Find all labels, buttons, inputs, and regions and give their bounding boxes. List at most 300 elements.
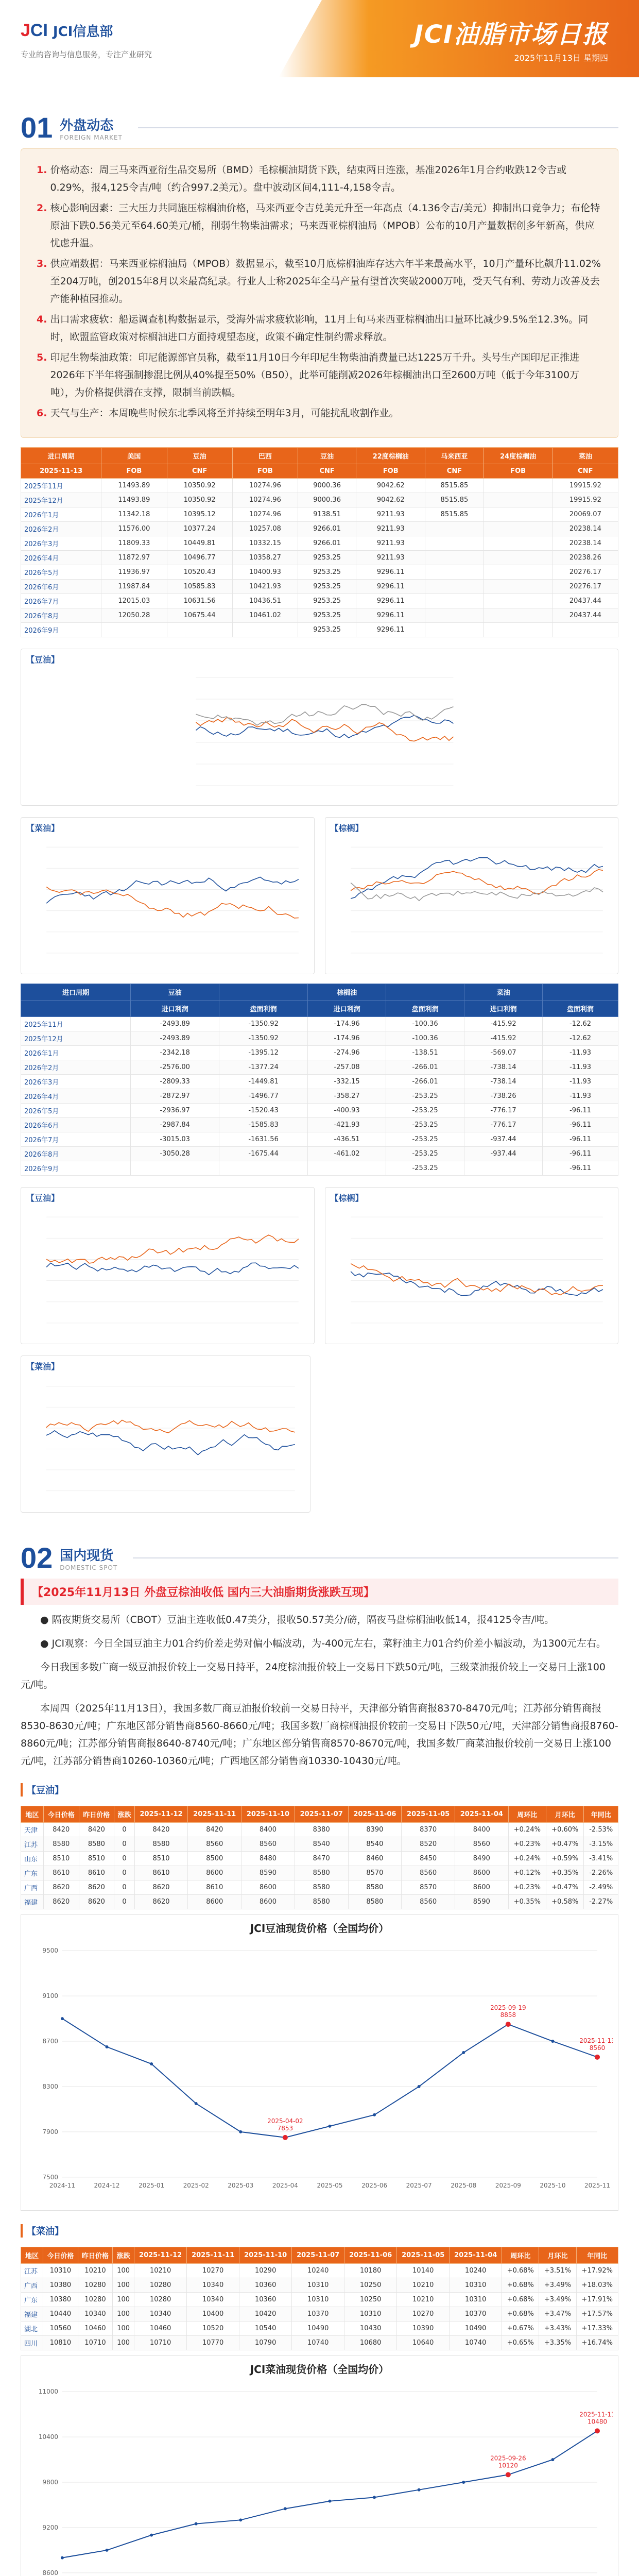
table-cell: +0.12%	[508, 1866, 546, 1880]
annotation-label: 2025-09-26	[490, 2454, 526, 2462]
table-cell: 8420	[188, 1823, 241, 1837]
table-row	[21, 594, 618, 608]
annotation-label: 7853	[277, 2124, 293, 2132]
table-cell: 20276.17	[552, 565, 618, 580]
table-row	[21, 1075, 618, 1089]
table-cell: 9296.11	[356, 565, 425, 580]
table-header-cell: 2025-11-05	[397, 2247, 450, 2264]
table-cell: 2026年4月	[21, 1089, 131, 1104]
table-cell: -1585.83	[219, 1118, 308, 1132]
table-cell: +3.43%	[539, 2321, 576, 2336]
y-tick-label: 9800	[42, 2479, 58, 2486]
series-line	[46, 887, 299, 918]
table-cell: -174.96	[308, 1031, 386, 1046]
table-cell	[131, 1161, 219, 1176]
news-text: 核心影响因素：三大压力共同施压棕榈油价格，马来西亚令吉兑美元升至一年高点（4.136令吉/美元）抑制出口竞争力；布伦特原油下跌0.56美元至64.60美元/桶，削弱生物柴油需求；马来西亚棕榈油局（MPOB）公布的10月产量数据创多年新高，供应忧虑升温。	[50, 202, 600, 249]
table-cell: 9000.36	[298, 479, 356, 493]
table-cell: 8620	[134, 1895, 188, 1909]
table-row	[21, 1895, 618, 1909]
body-paragraph: 今日我国多数广商一级豆油报价较上一交易日持平，24度棕油报价较上一交易日下跌50元/吨，三级菜油报价较上一交易日上涨100元/吨。	[21, 1662, 606, 1690]
table-cell: 10680	[344, 2336, 397, 2350]
series-line	[46, 1420, 295, 1433]
body-paragraph: ● 隔夜期货交易所（CBOT）豆油主连收低0.47美分，报收50.57美分/磅，隔夜马盘棕榈油收低14，报4125令吉/吨。	[40, 1614, 555, 1625]
table-cell	[483, 580, 552, 594]
table-cell: 8400	[241, 1823, 295, 1837]
table-subheader-cell: 进口利润	[464, 1001, 543, 1017]
table-cell: -2493.89	[131, 1031, 219, 1046]
table-cell: 10540	[239, 2321, 292, 2336]
table-cell: 9253.25	[298, 551, 356, 565]
x-tick-label: 2025-09	[495, 2181, 521, 2189]
data-point	[284, 2507, 287, 2510]
table-cell: 8500	[188, 1852, 241, 1866]
table-header-cell: 马来西亚	[425, 448, 483, 464]
series-line	[62, 2431, 597, 2557]
table-cell: 10240	[292, 2264, 344, 2278]
table-cell: 8620	[79, 1895, 114, 1909]
table-cell: 2026年5月	[21, 565, 101, 580]
table-cell: 8515.85	[425, 479, 483, 493]
table-cell: 10257.08	[232, 522, 298, 536]
table-cell: 2025年12月	[21, 493, 101, 507]
news-number: 3.	[37, 258, 47, 269]
table-cell: 19915.92	[552, 479, 618, 493]
table-cell: -274.96	[308, 1046, 386, 1060]
table-cell: -96.11	[543, 1118, 618, 1132]
table-cell: 10421.93	[232, 580, 298, 594]
data-point	[328, 2500, 331, 2503]
table-cell: 2025年11月	[21, 479, 101, 493]
table-cell	[425, 551, 483, 565]
brand-slogan: 专业的咨询与信息服务，专注产业研究	[21, 50, 152, 59]
y-tick-label: 7500	[42, 2173, 58, 2181]
table-cell: 10350.92	[167, 493, 232, 507]
table-cell	[425, 608, 483, 623]
table-cell: 10280	[78, 2293, 113, 2307]
news-number: 5.	[37, 352, 47, 363]
table-header-cell: 豆油	[167, 448, 232, 464]
news-text: 天气与生产：本周晚些时候东北季风将至并持续至明年3月，可能扰乱收割作业。	[50, 408, 399, 419]
x-tick-label: 2025-01	[139, 2181, 165, 2189]
news-box	[21, 148, 618, 438]
table-cell: -1631.56	[219, 1132, 308, 1147]
table-header-cell: 2025-11-07	[292, 2247, 344, 2264]
table-cell: +0.35%	[546, 1866, 584, 1880]
table-header-cell: 周环比	[508, 1806, 546, 1823]
table-cell: 10310	[292, 2278, 344, 2293]
series-line	[351, 883, 603, 901]
table-row	[21, 2264, 618, 2278]
table-head	[21, 448, 618, 479]
news-text: 印尼生物柴油政策：印尼能源部官员称，截至11月10日今年印尼生物柴油消费量已达1225万千升。头号生产国印尼正推进2026年下半年将强制掺混比例从40%提至50%（B50），此举可能削减2026年棕榈油出口至2600万吨（低于今年3100万吨），为价格提供潜在支撑，限制当前跌幅。	[50, 352, 580, 398]
table-subheader-cell: CNF	[552, 464, 618, 479]
data-point	[239, 2130, 242, 2133]
table-cell: 10310	[450, 2293, 502, 2307]
table-cell: +0.23%	[508, 1880, 546, 1895]
table-cell: 10640	[397, 2336, 450, 2350]
table-cell: 10340	[134, 2307, 187, 2321]
table-cell: 9211.93	[356, 551, 425, 565]
table-cell: -1496.77	[219, 1089, 308, 1104]
table-cell: 10400	[187, 2307, 239, 2321]
series-line	[351, 870, 603, 894]
table-cell: 8570	[348, 1866, 402, 1880]
table-cell: 10350.92	[167, 479, 232, 493]
news-number: 2.	[37, 202, 47, 214]
table-subheader-cell: FOB	[356, 464, 425, 479]
data-point	[418, 2085, 421, 2088]
series-line	[46, 1235, 299, 1263]
table-cell: -332.15	[308, 1075, 386, 1089]
news-item	[37, 311, 602, 346]
table-cell: -2809.33	[131, 1075, 219, 1089]
table-head	[21, 2247, 618, 2264]
table-cell: 11576.00	[101, 522, 167, 536]
table-cell: 10585.83	[167, 580, 232, 594]
table-cell: -3015.03	[131, 1132, 219, 1147]
table-cell: 10274.96	[232, 507, 298, 522]
table-header-cell	[543, 984, 618, 1001]
table-cell: -2342.18	[131, 1046, 219, 1060]
table-cell: -738.14	[464, 1075, 543, 1089]
section-number: 01	[21, 111, 53, 144]
table-cell	[483, 565, 552, 580]
table-cell: 2026年2月	[21, 1060, 131, 1075]
table-row	[21, 522, 618, 536]
table-cell: 8600	[455, 1866, 508, 1880]
table-cell: -96.11	[543, 1161, 618, 1176]
table-header-cell	[386, 984, 464, 1001]
table-cell: 11872.97	[101, 551, 167, 565]
table-cell: 2026年4月	[21, 551, 101, 565]
table-cell	[167, 623, 232, 637]
table-row	[21, 623, 618, 637]
data-point	[462, 2481, 465, 2484]
panel-title: 【棕榈】	[330, 823, 364, 833]
table-cell: 8580	[295, 1866, 348, 1880]
table-head	[21, 984, 618, 1017]
table-cell: 20238.26	[552, 551, 618, 565]
panel-title: 【豆油】	[26, 655, 60, 665]
table-row	[21, 1147, 618, 1161]
table-cell: 8610	[134, 1866, 188, 1880]
table-row	[21, 507, 618, 522]
table-header-cell: 2025-11-04	[450, 2247, 502, 2264]
section-divider	[138, 127, 618, 128]
table-cell: 8600	[188, 1866, 241, 1880]
table-cell	[483, 479, 552, 493]
annotation-label: 2025-11-13	[579, 2037, 613, 2044]
table-cell: 10360	[239, 2293, 292, 2307]
table-cell: -2.27%	[584, 1895, 618, 1909]
table-cell: 9253.25	[298, 623, 356, 637]
table-cell: 2026年1月	[21, 1046, 131, 1060]
table-cell: 9138.51	[298, 507, 356, 522]
data-point	[462, 2051, 465, 2054]
table-cell: 8620	[79, 1880, 114, 1895]
table-cell: +17.91%	[576, 2293, 618, 2307]
news-text: 价格动态：周三马来西亚衍生品交易所（BMD）毛棕榈油期货下跌，结束两日连涨，基准2026年1月合约收跌12令吉或0.29%，报4,125令吉/吨（约合997.2美元）。盘中波动区间4,111-4,158令吉。	[50, 164, 567, 193]
y-tick-label: 8600	[42, 2569, 58, 2576]
table-cell: 2026年9月	[21, 623, 101, 637]
table-cell: -776.17	[464, 1104, 543, 1118]
table-cell: 2026年7月	[21, 594, 101, 608]
table-cell	[483, 594, 552, 608]
table-header-cell: 2025-11-04	[455, 1806, 508, 1823]
data-point	[195, 2522, 198, 2526]
table-cell: 2025年11月	[21, 1017, 131, 1031]
table-cell: -266.01	[386, 1060, 464, 1075]
table-cell: 8470	[295, 1852, 348, 1866]
table-cell: 江苏	[21, 2264, 43, 2278]
table-cell: 2026年1月	[21, 507, 101, 522]
table-cell: 9042.62	[356, 479, 425, 493]
spot-rape-table	[21, 2247, 618, 2350]
table-cell: 11809.33	[101, 536, 167, 551]
table-body	[21, 479, 618, 637]
table-cell: 8480	[241, 1852, 295, 1866]
table-cell: 8510	[43, 1852, 79, 1866]
table-cell: -253.25	[386, 1118, 464, 1132]
table-cell: +0.68%	[502, 2293, 539, 2307]
table-cell: +0.58%	[546, 1895, 584, 1909]
table-row	[21, 1837, 618, 1852]
table-cell: 10377.24	[167, 522, 232, 536]
table-cell: 10740	[292, 2336, 344, 2350]
annotation-point	[506, 2022, 511, 2027]
table-cell: -12.62	[543, 1017, 618, 1031]
table-cell: 8610	[43, 1866, 79, 1880]
table-cell: +0.35%	[508, 1895, 546, 1909]
table-cell: 10340	[78, 2307, 113, 2321]
table-cell: +0.68%	[502, 2278, 539, 2293]
table-subheader-cell: FOB	[483, 464, 552, 479]
table-cell: +3.35%	[539, 2336, 576, 2350]
data-point	[418, 2488, 421, 2492]
spot-soy-label: 【豆油】	[21, 1783, 618, 1797]
table-cell: -400.93	[308, 1104, 386, 1118]
table-cell: 10675.44	[167, 608, 232, 623]
annotation-label: 2025-09-19	[490, 2004, 526, 2012]
table-row	[21, 1823, 618, 1837]
chart-row-mid-2	[21, 1355, 618, 1513]
table-cell: 10770	[187, 2336, 239, 2350]
table-cell: 广东	[21, 2293, 43, 2307]
table-header-cell: 进口周期	[21, 448, 101, 464]
table-cell: 2026年8月	[21, 608, 101, 623]
table-cell: +17.92%	[576, 2264, 618, 2278]
table-cell: +0.67%	[502, 2321, 539, 2336]
x-tick-label: 2025-05	[317, 2181, 343, 2189]
table-cell: +0.68%	[502, 2264, 539, 2278]
table-cell	[425, 565, 483, 580]
table-header-row	[21, 2247, 618, 2264]
table-cell: 8610	[188, 1880, 241, 1895]
table-cell: 9253.25	[298, 565, 356, 580]
table-cell: 8590	[241, 1866, 295, 1880]
table-cell: 2026年3月	[21, 536, 101, 551]
body-paragraph: 本周四（2025年11月13日），我国多数厂商豆油报价较前一交易日持平，天津部分销售商报8370-8470元/吨；江苏部分销售商报8530-8630元/吨；广东地区部分销售商8560-8660元/吨；我国多数厂商棕榈油报价较前一交易日下跌50元/吨，天津部分销售商报8760-8860元/吨；江苏部分销售商报8640-8740元/吨；广东地区部分销售商8570-8670元/吨，我国多数厂商菜油报价较前一交易日上涨100元/吨，江苏部分销售商10260-10360元/吨；广西地区部分销售商10330-10430元/吨。	[21, 1703, 618, 1767]
table-cell: -253.25	[386, 1147, 464, 1161]
table-header-cell: 年同比	[584, 1806, 618, 1823]
table-row	[21, 608, 618, 623]
x-tick-label: 2024-11	[49, 2181, 75, 2189]
table-cell: -2872.97	[131, 1089, 219, 1104]
table-cell: 19915.92	[552, 493, 618, 507]
table-header-cell: 月环比	[539, 2247, 576, 2264]
series-line	[46, 1431, 295, 1455]
table-cell: 10274.96	[232, 479, 298, 493]
table-cell: 10210	[397, 2278, 450, 2293]
mini-chart-rape-profit	[26, 1374, 305, 1508]
chart-panel-soy-profit	[21, 1187, 315, 1344]
table-row	[21, 1118, 618, 1132]
table-cell: -937.44	[464, 1147, 543, 1161]
chart-panel-rape-profit	[21, 1355, 310, 1513]
table-cell: 10810	[43, 2336, 78, 2350]
data-point	[373, 2496, 376, 2499]
table-cell: 8540	[348, 1837, 402, 1852]
chart-panel-palm-profit	[325, 1187, 619, 1344]
table-cell: -436.51	[308, 1132, 386, 1147]
table-header-cell: 棕榈油	[308, 984, 386, 1001]
news-item	[37, 161, 602, 196]
section-title: 国内现货	[60, 1548, 114, 1564]
table-header-cell: 2025-11-06	[348, 1806, 402, 1823]
table-cell: -1520.43	[219, 1104, 308, 1118]
table-cell: 10370	[450, 2307, 502, 2321]
brand	[21, 21, 113, 41]
data-point	[551, 2040, 554, 2043]
table-cell: -415.92	[464, 1031, 543, 1046]
table-cell: +0.60%	[546, 1823, 584, 1837]
table-cell: 9296.11	[356, 594, 425, 608]
table-cell: 10340	[187, 2278, 239, 2293]
table-cell: -569.07	[464, 1046, 543, 1060]
panel-title: 【棕榈】	[330, 1193, 364, 1203]
table-row	[21, 1031, 618, 1046]
table-cell: -937.44	[464, 1132, 543, 1147]
news-number: 4.	[37, 314, 47, 325]
table-cell: 9211.93	[356, 536, 425, 551]
chart-row-top	[21, 649, 618, 806]
table-header-cell: 地区	[21, 2247, 43, 2264]
table-cell: 8610	[79, 1866, 114, 1880]
table-cell: 8620	[134, 1880, 188, 1895]
table-cell: -253.25	[386, 1132, 464, 1147]
table-cell: 8580	[295, 1880, 348, 1895]
table-cell: -1449.81	[219, 1075, 308, 1089]
table-cell: 8570	[402, 1880, 455, 1895]
table-cell: 8600	[188, 1895, 241, 1909]
table-cell: -3.41%	[584, 1852, 618, 1866]
table-cell: -11.93	[543, 1075, 618, 1089]
table-row	[21, 1060, 618, 1075]
table-cell	[425, 594, 483, 608]
table-cell: -253.25	[386, 1161, 464, 1176]
table-cell: 10250	[344, 2293, 397, 2307]
table-cell: 100	[113, 2293, 134, 2307]
table-cell: -1377.24	[219, 1060, 308, 1075]
table-cell	[483, 507, 552, 522]
table-cell: 8490	[455, 1852, 508, 1866]
table-cell: 10740	[450, 2336, 502, 2350]
section-title: 外盘动态	[60, 117, 114, 133]
spot-rape-label: 【菜油】	[21, 2224, 618, 2238]
table-cell: 湖北	[21, 2321, 43, 2336]
chart-panel-soy	[21, 649, 618, 806]
table-cell: 2026年5月	[21, 1104, 131, 1118]
table-cell: -257.08	[308, 1060, 386, 1075]
table-body	[21, 1017, 618, 1176]
table-cell	[552, 623, 618, 637]
table-cell: -415.92	[464, 1017, 543, 1031]
table-cell: +3.49%	[539, 2293, 576, 2307]
table-cell: 12015.03	[101, 594, 167, 608]
table-subheader-cell: 盘面利润	[386, 1001, 464, 1017]
table-cell: 8600	[455, 1880, 508, 1895]
table-subheader-cell: 进口利润	[131, 1001, 219, 1017]
table-cell: 100	[113, 2307, 134, 2321]
table-cell: -253.25	[386, 1104, 464, 1118]
data-point	[239, 2518, 242, 2521]
table-cell: 9266.01	[298, 536, 356, 551]
table-header-cell: 豆油	[298, 448, 356, 464]
table-header-cell: 2025-11-11	[188, 1806, 241, 1823]
table-cell: 100	[113, 2264, 134, 2278]
table-subheader-cell: 进口利润	[308, 1001, 386, 1017]
table-subheader-cell: 盘面利润	[543, 1001, 618, 1017]
table-cell: -2.49%	[584, 1880, 618, 1895]
table-row	[21, 493, 618, 507]
table-cell: +17.57%	[576, 2307, 618, 2321]
annotation-label: 2025-11-13	[579, 2411, 613, 2418]
table-cell: 10496.77	[167, 551, 232, 565]
table-cell: -11.93	[543, 1089, 618, 1104]
table-cell: -1350.92	[219, 1017, 308, 1031]
table-cell: +3.51%	[539, 2264, 576, 2278]
section-title-en: DOMESTIC SPOT	[60, 1564, 118, 1571]
table-header-cell: 2025-11-10	[239, 2247, 292, 2264]
y-tick-label: 8300	[42, 2082, 58, 2090]
table-cell: 10240	[450, 2264, 502, 2278]
x-tick-label: 2024-12	[94, 2181, 120, 2189]
annotation-point	[283, 2135, 288, 2140]
table-header-cell: 昨日价格	[78, 2247, 113, 2264]
table-header-cell: 2025-11-12	[134, 2247, 187, 2264]
table-header-cell: 2025-11-07	[295, 1806, 348, 1823]
table-cell: -3.15%	[584, 1837, 618, 1852]
spot-rape-chart	[21, 2355, 618, 2576]
table-row	[21, 1880, 618, 1895]
table-cell: 广东	[21, 1866, 44, 1880]
data-point	[328, 2125, 331, 2128]
y-tick-label: 9100	[42, 1992, 58, 2000]
table-cell: 10210	[78, 2264, 113, 2278]
news-item	[37, 199, 602, 252]
table-header-cell: 菜油	[464, 984, 543, 1001]
table-cell: 10370	[292, 2307, 344, 2321]
table-cell: -12.62	[543, 1031, 618, 1046]
table-cell: 10140	[397, 2264, 450, 2278]
table-cell: 8370	[402, 1823, 455, 1837]
table-subheader-cell: CNF	[425, 464, 483, 479]
table-cell: 10631.56	[167, 594, 232, 608]
table-cell	[483, 608, 552, 623]
table-cell: 8540	[295, 1837, 348, 1852]
table-cell: 9253.25	[298, 580, 356, 594]
annotation-point	[595, 2428, 600, 2433]
